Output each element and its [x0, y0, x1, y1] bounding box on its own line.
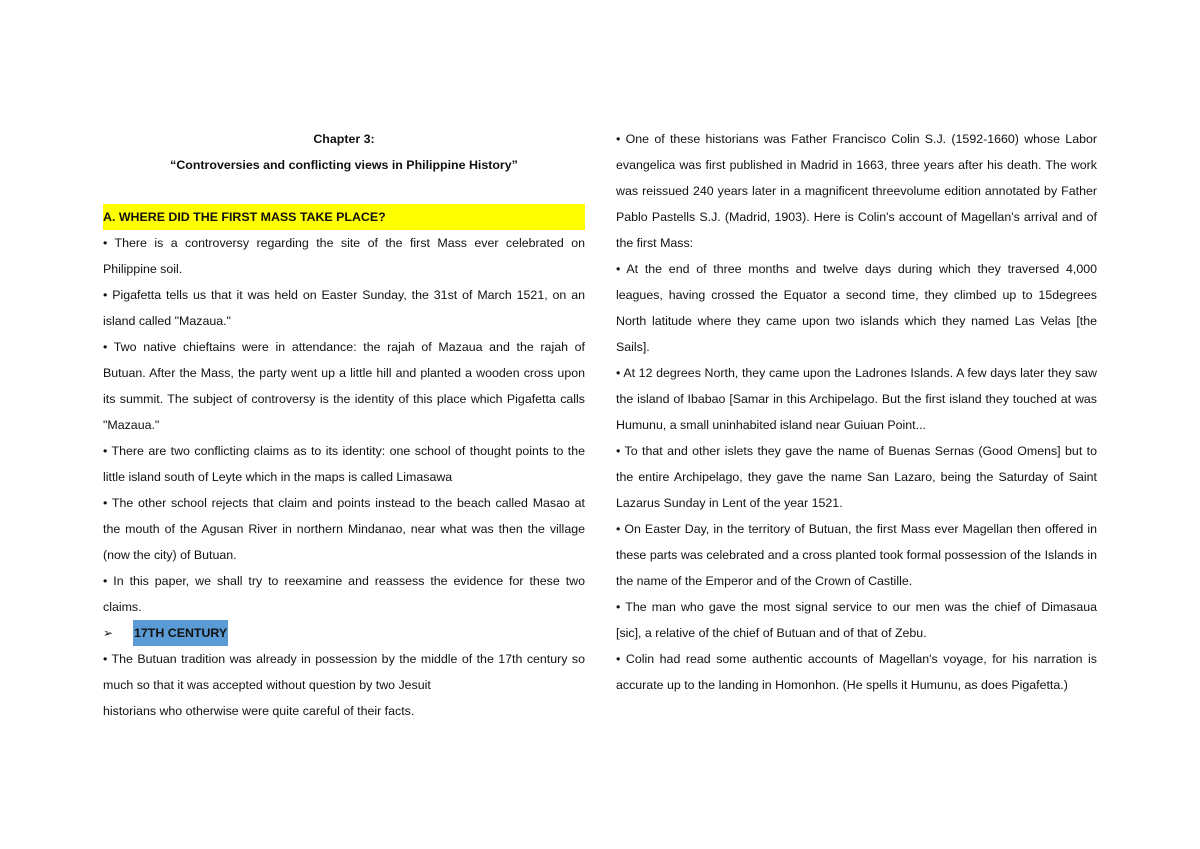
right-paragraph-1: • One of these historians was Father Francisco Colin S.J. (1592-1660) whose Labor evangelica was first published in Madrid in 1663, three years after his death. The work was reissued 240 years later in a magnificent threevolume edition annotated by Father Pablo Pastells S.J. (Madrid, 1903). Here is Colin's account of Magellan's arrival and of the first Mass: [616, 132, 1097, 250]
section-a-heading: A. WHERE DID THE FIRST MASS TAKE PLACE? [103, 204, 585, 230]
right-paragraph-5: • On Easter Day, in the territory of Butuan, the first Mass ever Magellan then offered in these parts was celebrated and a cross planted took formal possession of the Islands in the name of the Emperor and of the Crown of Castille. [616, 522, 1097, 588]
left-paragraph-8: historians who otherwise were quite careful of their facts. [103, 704, 415, 718]
spacer [103, 178, 585, 204]
chapter-subtitle: “Controversies and conflicting views in Philippine History” [170, 158, 518, 172]
right-paragraph-4: • To that and other islets they gave the name of Buenas Sernas (Good Omens] but to the entire Archipelago, they gave the name San Lazaro, being the Saturday of Saint Lazarus Sunday in Lent of the year 1521. [616, 444, 1097, 510]
left-paragraph-3: • Two native chieftains were in attendance: the rajah of Mazaua and the rajah of Butuan. After the Mass, the party went up a little hill and planted a wooden cross upon its summit. The subject of controversy is the identity of this place which Pigafetta calls "Mazaua." [103, 340, 585, 432]
left-paragraph-4: • There are two conflicting claims as to its identity: one school of thought points to the little island south of Leyte which in the maps is called Limasawa [103, 444, 585, 484]
left-paragraph-2: • Pigafetta tells us that it was held on Easter Sunday, the 31st of March 1521, on an island called "Mazaua." [103, 288, 585, 328]
left-column [103, 126, 585, 724]
century-heading: 17TH CENTURY [133, 620, 228, 646]
left-paragraph-7: • The Butuan tradition was already in possession by the middle of the 17th century so much so that it was accepted without question by two Jesuit [103, 652, 585, 692]
right-column [616, 126, 1097, 698]
century-heading-row [103, 620, 585, 646]
right-paragraph-7: • Colin had read some authentic accounts of Magellan's voyage, for his narration is accurate up to the landing in Homonhon. (He spells it Humunu, as does Pigafetta.) [616, 652, 1097, 692]
left-paragraph-1: • There is a controversy regarding the site of the first Mass ever celebrated on Philippine soil. [103, 236, 585, 276]
arrow-bullet-icon: ➢ [103, 626, 114, 640]
chapter-heading: Chapter 3: [313, 132, 375, 146]
left-paragraph-6: • In this paper, we shall try to reexamine and reassess the evidence for these two claims. [103, 574, 585, 614]
left-paragraph-5: • The other school rejects that claim and points instead to the beach called Masao at the mouth of the Agusan River in northern Mindanao, near what was then the village (now the city) of Butuan. [103, 496, 585, 562]
right-paragraph-6: • The man who gave the most signal service to our men was the chief of Dimasaua [sic], a relative of the chief of Butuan and of that of Zebu. [616, 600, 1097, 640]
right-paragraph-3: • At 12 degrees North, they came upon the Ladrones Islands. A few days later they saw the island of Ibabao [Samar in this Archipelago. But the first island they touched at was Humunu, a small uninhabited island near Guiuan Point... [616, 366, 1097, 432]
right-paragraph-2: • At the end of three months and twelve days during which they traversed 4,000 leagues, having crossed the Equator a second time, they climbed up to 15degrees North latitude where they came upon two islands which they named Las Velas [the Sails]. [616, 262, 1097, 354]
